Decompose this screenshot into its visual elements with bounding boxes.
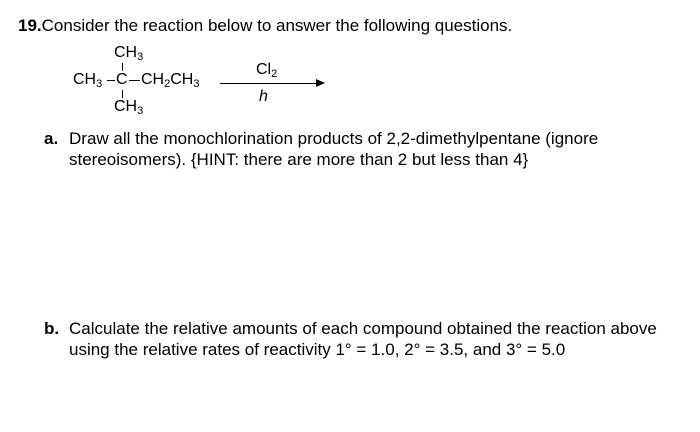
bottom-vertical-bond xyxy=(122,90,123,98)
part-b-text: Calculate the relative amounts of each compound obtained the reaction above using the relative rates of reactivity 1° = 1.0, 2° = 3.5, and 3° = 5.0 xyxy=(69,319,657,359)
condition-label: h xyxy=(259,88,268,105)
top-vertical-bond xyxy=(122,63,123,71)
central-carbon: C xyxy=(116,71,128,88)
reagent-label: $Cl_2$ xyxy=(256,61,278,80)
right-chain-group: $CH_2CH_3$ xyxy=(141,71,200,90)
part-a-text: Draw all the monochlorination products of 2,2-dimethylpentane (ignore stereoisomers). {HINT: there are more than 2 but less than 4} xyxy=(69,129,599,169)
question-number: 19. xyxy=(18,16,42,35)
bottom-methyl-group: $CH_3$ xyxy=(114,98,144,117)
reaction-arrow-head xyxy=(316,79,325,87)
part-b-letter: b. xyxy=(44,319,60,338)
reaction-arrow xyxy=(220,83,318,84)
question-text: Consider the reaction below to answer the following questions. xyxy=(41,16,513,35)
right-horizontal-bond xyxy=(129,80,140,81)
question-heading xyxy=(18,16,512,36)
top-methyl-group: $CH_3$ xyxy=(114,44,144,63)
left-horizontal-bond xyxy=(107,80,115,81)
part-a-letter: a. xyxy=(44,129,59,148)
left-methyl-group: $CH_3$ xyxy=(73,71,103,90)
